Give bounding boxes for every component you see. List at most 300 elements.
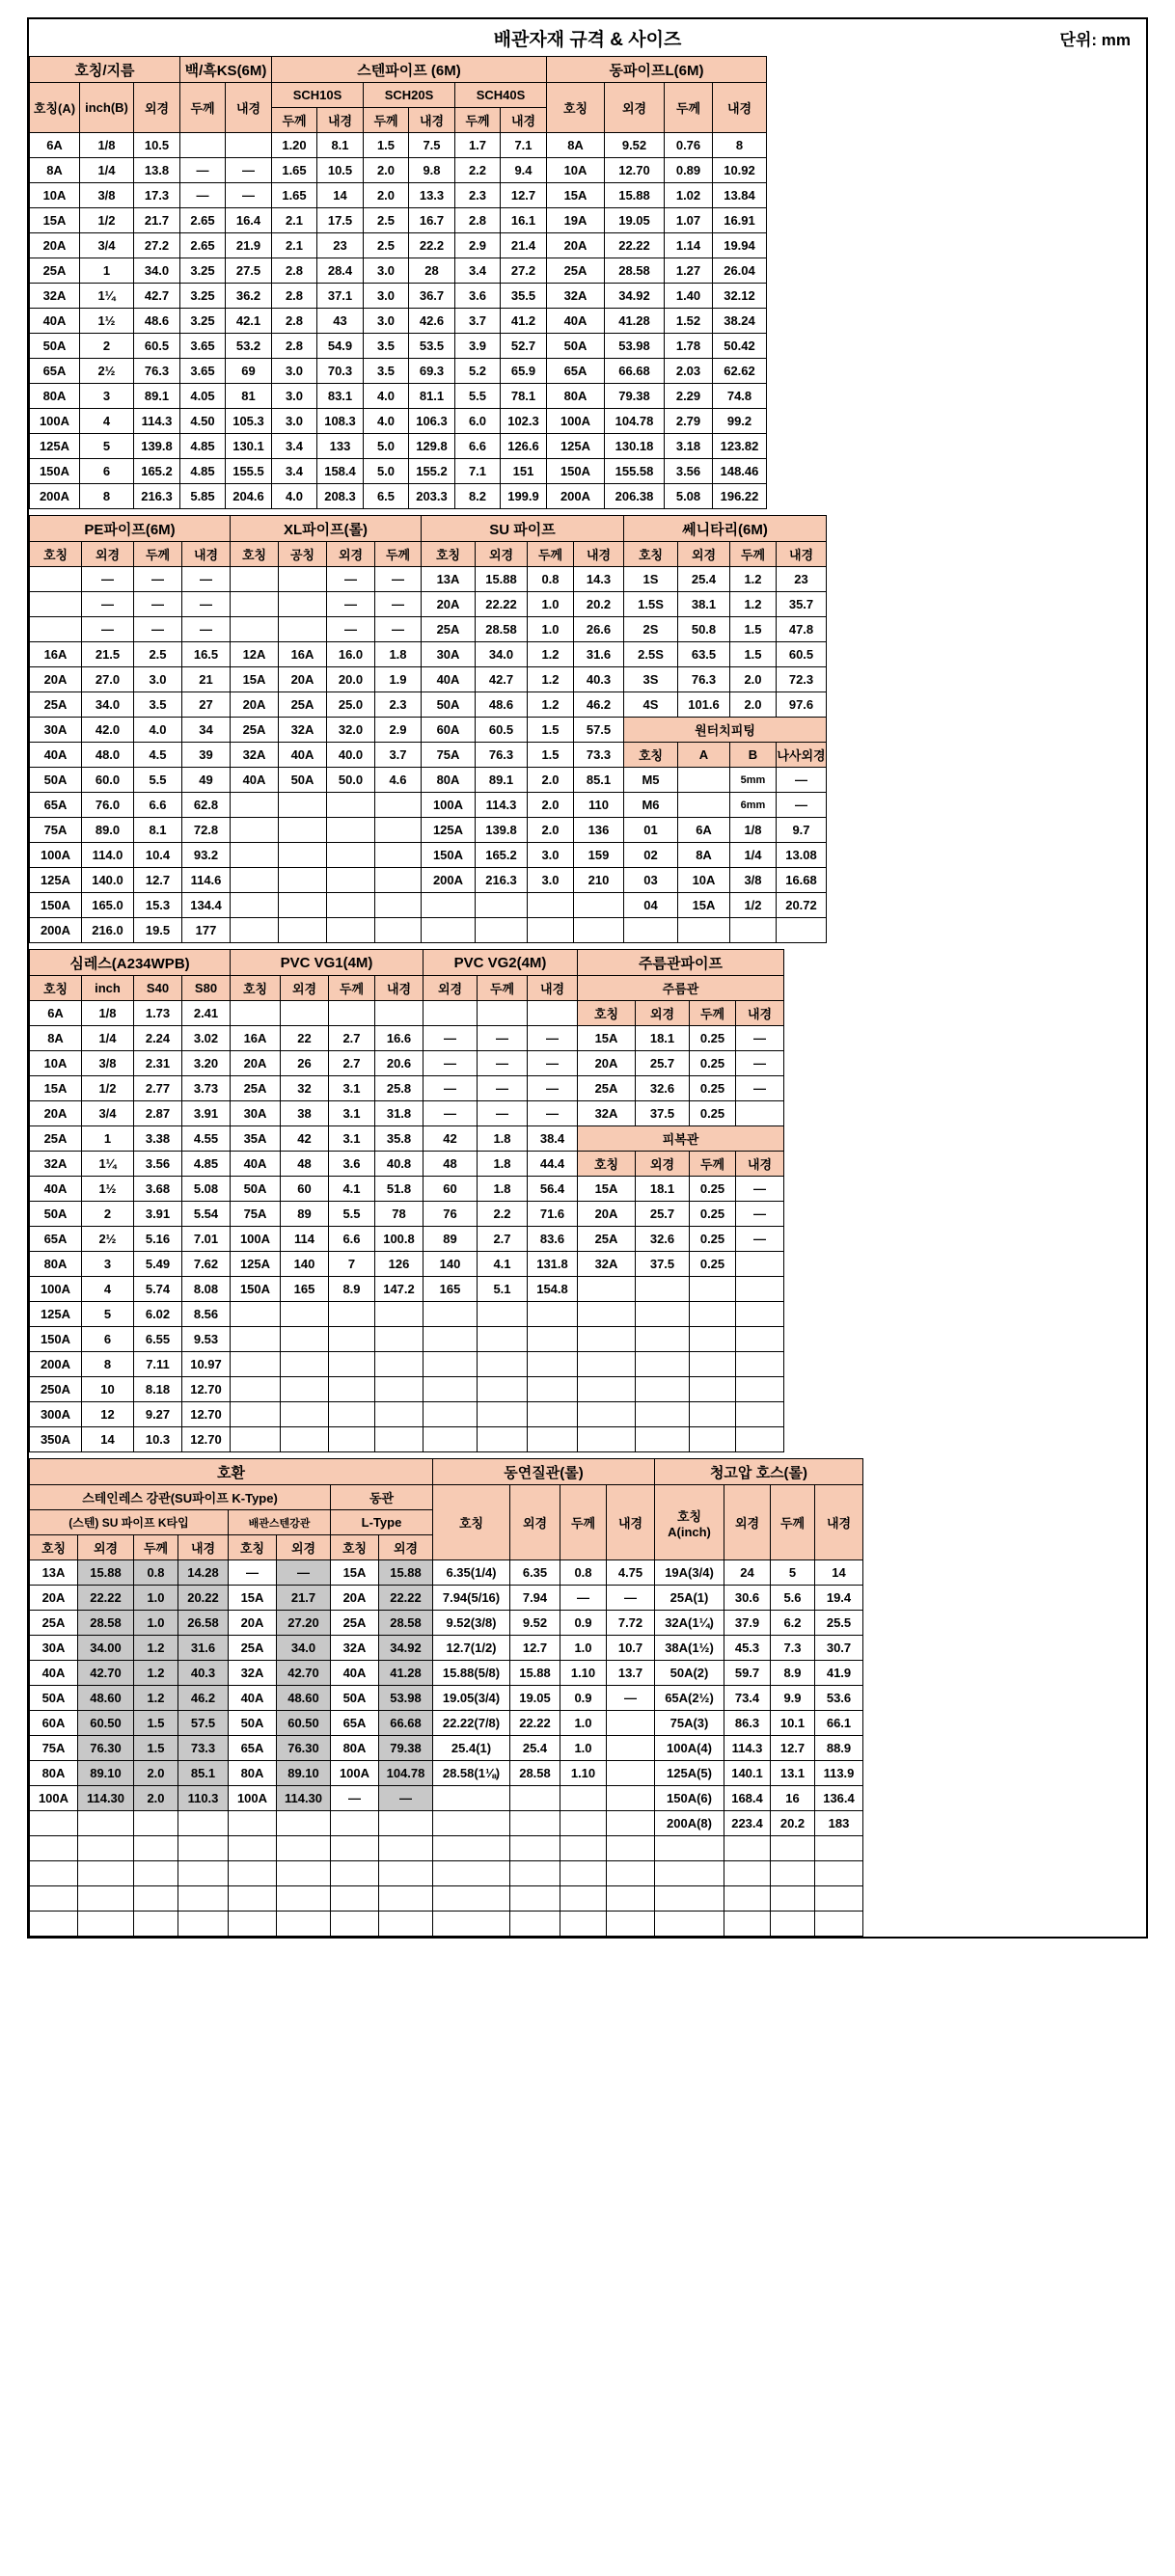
table-cell: 210: [574, 868, 624, 893]
table-cell: [690, 1402, 736, 1427]
table-cell: 2.24: [134, 1026, 182, 1051]
table-cell: 25.5: [815, 1611, 863, 1636]
table-cell: 4.5: [134, 743, 182, 768]
table-cell: —: [134, 617, 182, 642]
column-header: 두께: [665, 83, 713, 133]
table-cell: 206.38: [605, 484, 665, 509]
table-cell: [134, 1836, 178, 1861]
table-cell: 4.50: [180, 409, 226, 434]
table-cell: 154.8: [528, 1277, 578, 1302]
table-cell: 14: [317, 183, 364, 208]
table-cell: 26.04: [713, 258, 767, 284]
table-cell: —: [277, 1560, 331, 1586]
table-cell: —: [180, 158, 226, 183]
table-cell: 48.0: [82, 743, 134, 768]
table-cell: [231, 617, 279, 642]
table-row: [30, 1560, 863, 1586]
table-cell: 110.3: [178, 1786, 229, 1811]
table-cell: 53.6: [815, 1686, 863, 1711]
table-cell: 114.3: [134, 409, 180, 434]
table-cell: [690, 1352, 736, 1377]
table-cell: 3.7: [455, 309, 501, 334]
table-cell: [478, 1352, 528, 1377]
table-cell: 27.2: [501, 258, 547, 284]
table-cell: [424, 1352, 478, 1377]
table-cell: 2: [80, 334, 134, 359]
table-cell: 1.9: [375, 667, 422, 692]
table-cell: 1.7: [455, 133, 501, 158]
table-cell: 130.1: [226, 434, 272, 459]
table-cell: 13.84: [713, 183, 767, 208]
table-cell: 20A: [30, 667, 82, 692]
table-cell: 12.7: [510, 1636, 560, 1661]
table-cell: 25A: [231, 718, 279, 743]
table-cell: 15.88: [476, 567, 528, 592]
table-cell: 16A: [231, 1026, 281, 1051]
table-cell: 50A: [30, 768, 82, 793]
table-cell: 32A: [30, 284, 80, 309]
table-cell: 3/4: [80, 233, 134, 258]
table-cell: 125A: [231, 1252, 281, 1277]
table-cell: 0.25: [690, 1101, 736, 1126]
table-cell: 1½: [82, 1177, 134, 1202]
table-cell: 25A: [231, 1076, 281, 1101]
table-cell: 5.0: [364, 434, 409, 459]
table-cell: 03: [624, 868, 678, 893]
table-cell: —: [528, 1026, 578, 1051]
table-cell: 19A: [547, 208, 605, 233]
table-cell: [424, 1327, 478, 1352]
table-row: [30, 1302, 784, 1327]
table-cell: [226, 133, 272, 158]
table-cell: 25A: [279, 692, 327, 718]
table-cell: 73.3: [178, 1736, 229, 1761]
column-header: 외경: [605, 83, 665, 133]
table-cell: 34.92: [605, 284, 665, 309]
table-cell: 0.8: [560, 1560, 607, 1586]
table-cell: 8.08: [182, 1277, 231, 1302]
table-cell: —: [736, 1051, 784, 1076]
table-cell: 89.10: [78, 1761, 134, 1786]
subsection-title: 피복관: [578, 1126, 784, 1152]
table-cell: 130.18: [605, 434, 665, 459]
table-cell: 2.31: [134, 1051, 182, 1076]
unit-label: 단위: mm: [1059, 30, 1131, 49]
table-cell: 28.58: [78, 1611, 134, 1636]
table-cell: —: [226, 158, 272, 183]
table-cell: [578, 1277, 636, 1302]
table-row: [30, 1152, 784, 1177]
page-title: 배관자재 규격 & 사이즈: [493, 29, 682, 50]
table-cell: 1.8: [478, 1126, 528, 1152]
table-cell: [424, 1402, 478, 1427]
column-header: 호칭: [231, 542, 279, 567]
table-cell: 38.4: [528, 1126, 578, 1152]
table-cell: 3.0: [528, 868, 574, 893]
column-header: 내경: [178, 1535, 229, 1560]
column-header: 두께: [134, 542, 182, 567]
table-cell: [231, 893, 279, 918]
table-cell: [375, 818, 422, 843]
table-cell: 6.6: [455, 434, 501, 459]
table-cell: 100A: [422, 793, 476, 818]
table-cell: 6.35(1/4): [433, 1560, 510, 1586]
table-cell: 34: [182, 718, 231, 743]
table-cell: 20A: [578, 1202, 636, 1227]
table-cell: 155.58: [605, 459, 665, 484]
table-cell: 105.3: [226, 409, 272, 434]
table-cell: 25.0: [327, 692, 375, 718]
table-cell: 2.65: [180, 208, 226, 233]
table-cell: 25A: [578, 1227, 636, 1252]
table-cell: 76.3: [678, 667, 730, 692]
column-header: 내경: [375, 976, 424, 1001]
table-row: [30, 843, 827, 868]
table-cell: 2.0: [134, 1786, 178, 1811]
table-cell: 6.55: [134, 1327, 182, 1352]
table-cell: 40A: [30, 309, 80, 334]
table-cell: 4.0: [364, 409, 409, 434]
table-cell: 3.68: [134, 1177, 182, 1202]
table-cell: [607, 1886, 655, 1912]
table-cell: 1.0: [528, 617, 574, 642]
table-cell: 223.4: [724, 1811, 771, 1836]
table-cell: 12.70: [182, 1427, 231, 1452]
table-cell: [178, 1836, 229, 1861]
table-cell: —: [777, 768, 827, 793]
table-cell: [736, 1277, 784, 1302]
table-cell: 32.0: [327, 718, 375, 743]
table-cell: 13A: [30, 1560, 78, 1586]
title-bar: [27, 17, 1148, 56]
table-cell: [736, 1302, 784, 1327]
table-cell: 10.4: [134, 843, 182, 868]
section-title: 백/흑KS(6M): [180, 57, 272, 83]
table-cell: 60.5: [777, 642, 827, 667]
table-cell: 9.27: [134, 1402, 182, 1427]
table-cell: [678, 793, 730, 818]
table-cell: 1/2: [80, 208, 134, 233]
table-cell: [327, 893, 375, 918]
table-cell: 300A: [30, 1402, 82, 1427]
table-cell: 3.1: [329, 1101, 375, 1126]
table-cell: 3/4: [82, 1101, 134, 1126]
table-cell: 1.2: [134, 1686, 178, 1711]
table-row: [30, 1227, 784, 1252]
table-cell: [30, 1886, 78, 1912]
column-header: 내경: [409, 108, 455, 133]
table-cell: 1.27: [665, 258, 713, 284]
subsection-header-row: [30, 1485, 863, 1510]
table-cell: [690, 1327, 736, 1352]
table-cell: 216.3: [134, 484, 180, 509]
table-cell: 10A: [678, 868, 730, 893]
table-cell: 1.0: [134, 1611, 178, 1636]
table-cell: 32.12: [713, 284, 767, 309]
table-cell: 1.65: [272, 183, 317, 208]
table-row: [30, 592, 827, 617]
column-header: A: [678, 743, 730, 768]
table-cell: 165.2: [134, 459, 180, 484]
table-cell: 1.8: [478, 1152, 528, 1177]
table-cell: 1.2: [134, 1636, 178, 1661]
table-cell: 17.5: [317, 208, 364, 233]
table-cell: 2S: [624, 617, 678, 642]
table-cell: [229, 1811, 277, 1836]
table-cell: [331, 1811, 379, 1836]
table-cell: 19.05: [605, 208, 665, 233]
table-cell: 2.7: [478, 1227, 528, 1252]
table-cell: 208.3: [317, 484, 364, 509]
table-cell: 4S: [624, 692, 678, 718]
table-cell: 114.30: [78, 1786, 134, 1811]
column-header: 외경: [636, 1152, 690, 1177]
table-cell: 6mm: [730, 793, 777, 818]
table-cell: [678, 918, 730, 943]
table-cell: 1.5: [730, 642, 777, 667]
subsection-title: 주름관: [578, 976, 784, 1001]
table-cell: 40A: [547, 309, 605, 334]
table-cell: 24: [724, 1560, 771, 1586]
table-cell: 51.8: [375, 1177, 424, 1202]
table-cell: —: [134, 592, 182, 617]
table-cell: [375, 793, 422, 818]
table-cell: [327, 818, 375, 843]
table-cell: —: [424, 1101, 478, 1126]
section-header-row: [30, 516, 827, 542]
table-cell: [231, 818, 279, 843]
table-cell: 38.1: [678, 592, 730, 617]
table-cell: 3.38: [134, 1126, 182, 1152]
table-cell: 22.22: [476, 592, 528, 617]
section-title: 동연질관(롤): [433, 1459, 655, 1485]
table-cell: 25A: [578, 1076, 636, 1101]
table-cell: 25A: [422, 617, 476, 642]
table-cell: 53.5: [409, 334, 455, 359]
table-row: [30, 1202, 784, 1227]
table-cell: [724, 1886, 771, 1912]
column-header: 내경: [815, 1485, 863, 1560]
table-row: [30, 1886, 863, 1912]
table-cell: 136: [574, 818, 624, 843]
table-cell: 20.0: [327, 667, 375, 692]
table-cell: [736, 1101, 784, 1126]
table-cell: 50A: [30, 334, 80, 359]
table-cell: 1.0: [560, 1736, 607, 1761]
table-cell: 20A: [422, 592, 476, 617]
table-cell: [678, 768, 730, 793]
column-header: 호칭: [30, 542, 82, 567]
table-cell: 25A(1): [655, 1586, 724, 1611]
table-cell: 37.5: [636, 1101, 690, 1126]
table-cell: 350A: [30, 1427, 82, 1452]
table-cell: 3/8: [80, 183, 134, 208]
table-cell: 48.60: [78, 1686, 134, 1711]
table-cell: [655, 1836, 724, 1861]
table-cell: 5.74: [134, 1277, 182, 1302]
table-row: [30, 1001, 784, 1026]
table-cell: 42.6: [409, 309, 455, 334]
table-cell: 168.4: [724, 1786, 771, 1811]
table-cell: [510, 1861, 560, 1886]
table-cell: [281, 1377, 329, 1402]
table-cell: 80A: [229, 1761, 277, 1786]
table-row: [30, 158, 767, 183]
table-cell: 1.10: [560, 1661, 607, 1686]
table-cell: [30, 617, 82, 642]
table-cell: 7.1: [455, 459, 501, 484]
table-cell: 50A: [30, 1202, 82, 1227]
table-cell: [560, 1886, 607, 1912]
table-cell: 1.52: [665, 309, 713, 334]
section-title: PVC VG1(4M): [231, 950, 424, 976]
table-cell: 15A: [30, 208, 80, 233]
table-cell: [277, 1811, 331, 1836]
table-cell: [379, 1861, 433, 1886]
table-cell: 97.6: [777, 692, 827, 718]
table-cell: 1.2: [528, 667, 574, 692]
table-cell: 13.8: [134, 158, 180, 183]
table-row: [30, 359, 767, 384]
table-cell: [736, 1352, 784, 1377]
table-cell: 2.8: [272, 284, 317, 309]
table-cell: 0.25: [690, 1252, 736, 1277]
table-cell: 37.9: [724, 1611, 771, 1636]
table-cell: [433, 1836, 510, 1861]
table-cell: 31.6: [574, 642, 624, 667]
table-cell: 6: [80, 459, 134, 484]
table-cell: 65.9: [501, 359, 547, 384]
table-cell: [329, 1001, 375, 1026]
table-cell: 25.8: [375, 1076, 424, 1101]
table-cell: 20A: [231, 1051, 281, 1076]
table-cell: 101.6: [678, 692, 730, 718]
table-cell: 10A: [30, 183, 80, 208]
table-cell: 125A: [547, 434, 605, 459]
table-cell: [327, 793, 375, 818]
table-cell: 2.3: [375, 692, 422, 718]
table-cell: [375, 1001, 424, 1026]
table-cell: —: [607, 1586, 655, 1611]
table-cell: [281, 1352, 329, 1377]
table-cell: —: [331, 1786, 379, 1811]
table-cell: 40.3: [574, 667, 624, 692]
table-cell: 4.75: [607, 1560, 655, 1586]
table-cell: 106.3: [409, 409, 455, 434]
table-cell: 6.6: [329, 1227, 375, 1252]
table-row: [30, 1101, 784, 1126]
table-cell: 8.9: [329, 1277, 375, 1302]
table-row: [30, 484, 767, 509]
table-cell: 21.7: [277, 1586, 331, 1611]
table-cell: 1.2: [730, 592, 777, 617]
table-cell: [736, 1402, 784, 1427]
table-cell: 8A: [30, 1026, 82, 1051]
table-cell: 25.4: [678, 567, 730, 592]
table-cell: [279, 617, 327, 642]
table-cell: 3.25: [180, 258, 226, 284]
table-cell: [636, 1427, 690, 1452]
table-cell: 35.8: [375, 1126, 424, 1152]
table-cell: 5.49: [134, 1252, 182, 1277]
table-cell: 32: [281, 1076, 329, 1101]
table-cell: 1.07: [665, 208, 713, 233]
table-cell: 8A: [547, 133, 605, 158]
table-cell: 26: [281, 1051, 329, 1076]
table-cell: [636, 1377, 690, 1402]
table-cell: 3.25: [180, 284, 226, 309]
table-cell: [231, 1302, 281, 1327]
table-cell: 27: [182, 692, 231, 718]
table-cell: —: [528, 1076, 578, 1101]
table-cell: 2.77: [134, 1076, 182, 1101]
table-cell: 2.0: [364, 158, 409, 183]
table-cell: [134, 1861, 178, 1886]
table-cell: 3.6: [455, 284, 501, 309]
table-cell: [578, 1302, 636, 1327]
table-cell: 3.0: [364, 309, 409, 334]
table-cell: 14: [82, 1427, 134, 1452]
column-header: 호칭: [624, 743, 678, 768]
table-cell: 69.3: [409, 359, 455, 384]
section-title: 호칭/지름: [30, 57, 180, 83]
column-header: 호칭(A): [30, 83, 80, 133]
table-cell: 1.0: [560, 1636, 607, 1661]
table-cell: [476, 918, 528, 943]
table-cell: [231, 918, 279, 943]
table-cell: 7: [329, 1252, 375, 1277]
table-cell: [375, 918, 422, 943]
table-cell: [478, 1327, 528, 1352]
table-cell: 30A: [422, 642, 476, 667]
table-cell: 38.24: [713, 309, 767, 334]
table-cell: 80A: [547, 384, 605, 409]
table-cell: 1.8: [375, 642, 422, 667]
table-cell: 75A(3): [655, 1711, 724, 1736]
table-cell: 5.2: [455, 359, 501, 384]
table-cell: 200A(8): [655, 1811, 724, 1836]
table-cell: [433, 1786, 510, 1811]
table-cell: [574, 893, 624, 918]
column-header: 호칭: [331, 1535, 379, 1560]
table-cell: 216.3: [476, 868, 528, 893]
table-cell: 85.1: [178, 1761, 229, 1786]
table-cell: 32A: [547, 284, 605, 309]
table-cell: 139.8: [476, 818, 528, 843]
table-cell: 20A: [547, 233, 605, 258]
table-cell: 5mm: [730, 768, 777, 793]
table-cell: 25.7: [636, 1051, 690, 1076]
table-cell: 31.6: [178, 1636, 229, 1661]
table-cell: 125A: [30, 868, 82, 893]
table-cell: 59.7: [724, 1661, 771, 1686]
table-cell: 9.53: [182, 1327, 231, 1352]
table-cell: 48.6: [476, 692, 528, 718]
column-header: 내경: [713, 83, 767, 133]
table-cell: 1.2: [528, 642, 574, 667]
table-cell: 3.65: [180, 359, 226, 384]
table-cell: [528, 1427, 578, 1452]
table-cell: 60.5: [476, 718, 528, 743]
column-header: 호칭: [578, 1001, 636, 1026]
table-cell: 27.0: [82, 667, 134, 692]
table-cell: 5.5: [134, 768, 182, 793]
table-cell: 1/2: [82, 1076, 134, 1101]
table-cell: —: [736, 1026, 784, 1051]
table-cell: [422, 893, 476, 918]
table-cell: 66.68: [605, 359, 665, 384]
data-table: [29, 1458, 863, 1937]
